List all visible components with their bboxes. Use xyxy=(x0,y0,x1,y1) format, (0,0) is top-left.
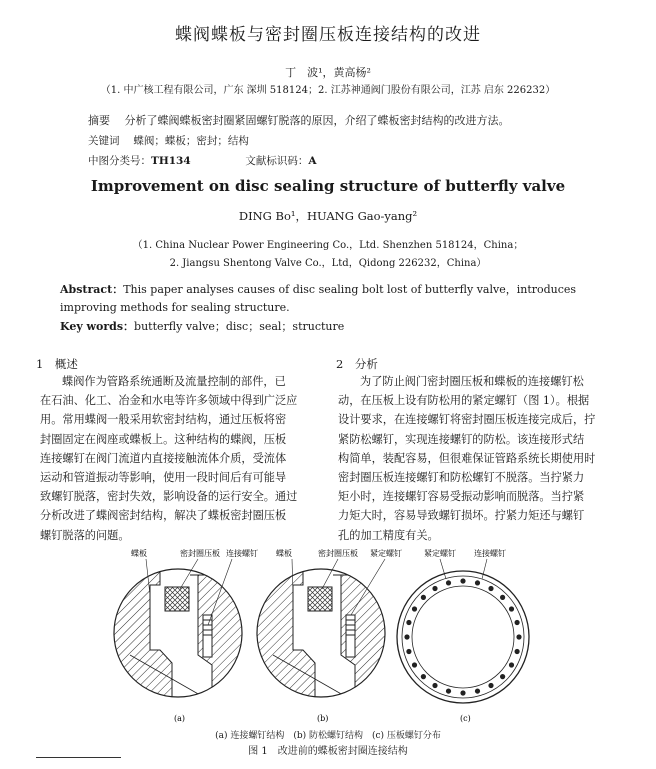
keywords-cn-label: 关键词 xyxy=(88,135,120,147)
panel-a-label: (a) xyxy=(174,714,186,723)
abstract-en xyxy=(60,281,600,317)
bolt-hole xyxy=(404,634,409,639)
section-2-body xyxy=(338,372,611,545)
section-1-body xyxy=(40,372,313,545)
figure-1 xyxy=(0,545,656,730)
section-1-line: 蝶阀作为管路系统通断及流量控制的部件，已 xyxy=(62,375,286,388)
classification-cn xyxy=(88,153,317,168)
section-2-line: 孔的加工精度有关。 xyxy=(338,528,439,542)
panel-b-tag-disc: 蝶板 xyxy=(276,549,292,558)
bolt-hole xyxy=(432,683,437,688)
figure-panel-c xyxy=(397,548,529,723)
section-2-line: 力矩大时，容易导致螺钉损坏。拧紧力矩还与螺钉 xyxy=(338,509,585,523)
abstract-en-label: Abstract： xyxy=(60,283,124,296)
bolt-hole xyxy=(514,649,519,654)
keywords-en-text: butterfly valve；disc；seal；structure xyxy=(134,320,345,333)
footnote-rule xyxy=(36,757,121,758)
section-2-line: 为了防止阀门密封圈压板和蝶板的连接螺钉松 xyxy=(360,375,584,388)
bolt-hole xyxy=(460,690,465,695)
panel-c-tag-bolt: 连接螺钉 xyxy=(474,549,506,558)
bolt-hole xyxy=(509,606,514,611)
affiliations-cn: （1. 中广核工程有限公司，广东 深圳 518124；2. 江苏神通阀门股份有限公司，江苏 启东 226232） xyxy=(100,85,556,96)
bolt-hole xyxy=(500,674,505,679)
bolt-hole xyxy=(475,688,480,693)
bolt-hole xyxy=(475,580,480,585)
bolt-hole xyxy=(446,580,451,585)
section-2-heading: 2 分析 xyxy=(336,357,378,371)
paper-title-en: Improvement on disc sealing structure of butterfly valve xyxy=(90,177,566,195)
bolt-hole xyxy=(412,606,417,611)
panel-c-label: (c) xyxy=(460,714,471,723)
panel-a-tag-disc: 蝶板 xyxy=(131,549,147,558)
section-1-line: 运动和管道振动等影响，使用一段时间后有可能导 xyxy=(40,471,287,485)
figure-panel-a xyxy=(110,548,258,723)
panel-b-tag-set-screw: 紧定螺钉 xyxy=(370,549,402,558)
bolt-hole xyxy=(412,662,417,667)
bolt-hole xyxy=(432,586,437,591)
section-1-line: 用。常用蝶阀一般采用软密封结构，通过压板将密 xyxy=(40,413,287,427)
section-1-line: 致螺钉脱落，密封失效，影响设备的运行安全。通过 xyxy=(40,490,298,504)
bolt-hole xyxy=(446,688,451,693)
bolt-hole xyxy=(500,595,505,600)
section-1-heading: 1 概述 xyxy=(36,357,78,371)
bolt-hole xyxy=(516,634,521,639)
section-1-line: 连接螺钉在阀门流道内直接接触流体介质，受流体 xyxy=(40,451,287,465)
section-2-line: 密封圈压板连接螺钉和防松螺钉不脱落。当拧紧力 xyxy=(338,471,585,485)
section-2-line: 设计要求，在连接螺钉将密封圈压板连接完成后，拧 xyxy=(338,413,596,427)
panel-c-tag-set-screw: 紧定螺钉 xyxy=(424,549,456,558)
bolt-hole xyxy=(488,683,493,688)
affiliation-en-line-2: 2. Jiangsu Shentong Valve Co.，Ltd，Qidong 226232，China） xyxy=(169,258,487,269)
bolt-hole xyxy=(406,649,411,654)
doc-code-value: A xyxy=(308,155,317,167)
bolt-hole xyxy=(421,674,426,679)
abstract-cn-label: 摘要 xyxy=(88,114,110,127)
bolt-hole xyxy=(509,662,514,667)
keywords-en xyxy=(60,318,344,334)
abstract-en-text: This paper analyses causes of disc sealing bolt lost of butterfly valve，introduces improving methods for sealing structure. xyxy=(60,283,577,314)
affiliation-en-line-1: （1. China Nuclear Power Engineering Co.，Ltd. Shenzhen 518124，China； xyxy=(132,240,524,251)
bolt-hole xyxy=(406,620,411,625)
keywords-cn xyxy=(88,133,249,148)
authors-cn: 丁 波¹，黄高杨² xyxy=(285,66,371,79)
panel-a-tag-plate: 密封圈压板 xyxy=(180,549,220,558)
section-1-line: 分析改进了蝶阀密封结构，解决了蝶板密封圈压板 xyxy=(40,509,287,523)
section-1-line: 在石油、化工、冶金和水电等许多领域中得到广泛应 xyxy=(40,394,298,408)
figure-subcaption: (a) 连接螺钉结构 (b) 防松螺钉结构 (c) 压板螺钉分布 xyxy=(215,731,441,741)
section-2-line: 动，在压板上设有防松用的紧定螺钉（图 1）。根据 xyxy=(338,394,590,408)
abstract-cn xyxy=(88,112,608,128)
clc-label: 中图分类号： xyxy=(88,155,151,167)
panel-a-tag-bolt: 连接螺钉 xyxy=(226,549,258,558)
figure-caption: 图 1 改进前的蝶板密封圈连接结构 xyxy=(248,746,408,757)
panel-b-tag-plate: 密封圈压板 xyxy=(318,549,358,558)
section-2-line: 紧防松螺钉，实现连接螺钉的防松。该连接形式结 xyxy=(338,432,585,446)
section-2-line: 构简单，装配容易，但很难保证管路系统长期使用时 xyxy=(338,451,596,465)
keywords-en-label: Key words： xyxy=(60,320,135,333)
bolt-hole xyxy=(514,620,519,625)
figure-panel-b xyxy=(253,548,402,723)
bolt-hole xyxy=(488,586,493,591)
section-1-line: 螺钉脱落的问题。 xyxy=(40,528,130,542)
abstract-cn-text: 分析了蝶阀蝶板密封圈紧固螺钉脱落的原因，介绍了蝶板密封结构的改进方法。 xyxy=(124,114,510,127)
keywords-cn-text: 蝶阀；蝶板；密封；结构 xyxy=(133,135,249,147)
section-2-line: 矩小时，连接螺钉容易受振动影响而脱落。当拧紧 xyxy=(338,490,585,504)
bolt-hole xyxy=(421,595,426,600)
authors-en: DING Bo¹，HUANG Gao-yang² xyxy=(238,209,418,223)
doc-code-label: 文献标识码： xyxy=(245,155,309,167)
paper-title-cn: 蝶阀蝶板与密封圈压板连接结构的改进 xyxy=(175,25,481,45)
section-1-line: 封圈固定在阀座或蝶板上。这种结构的蝶阀，压板 xyxy=(40,432,287,446)
clc-value: TH134 xyxy=(151,155,191,167)
bolt-hole xyxy=(460,578,465,583)
panel-b-label: (b) xyxy=(317,714,329,723)
